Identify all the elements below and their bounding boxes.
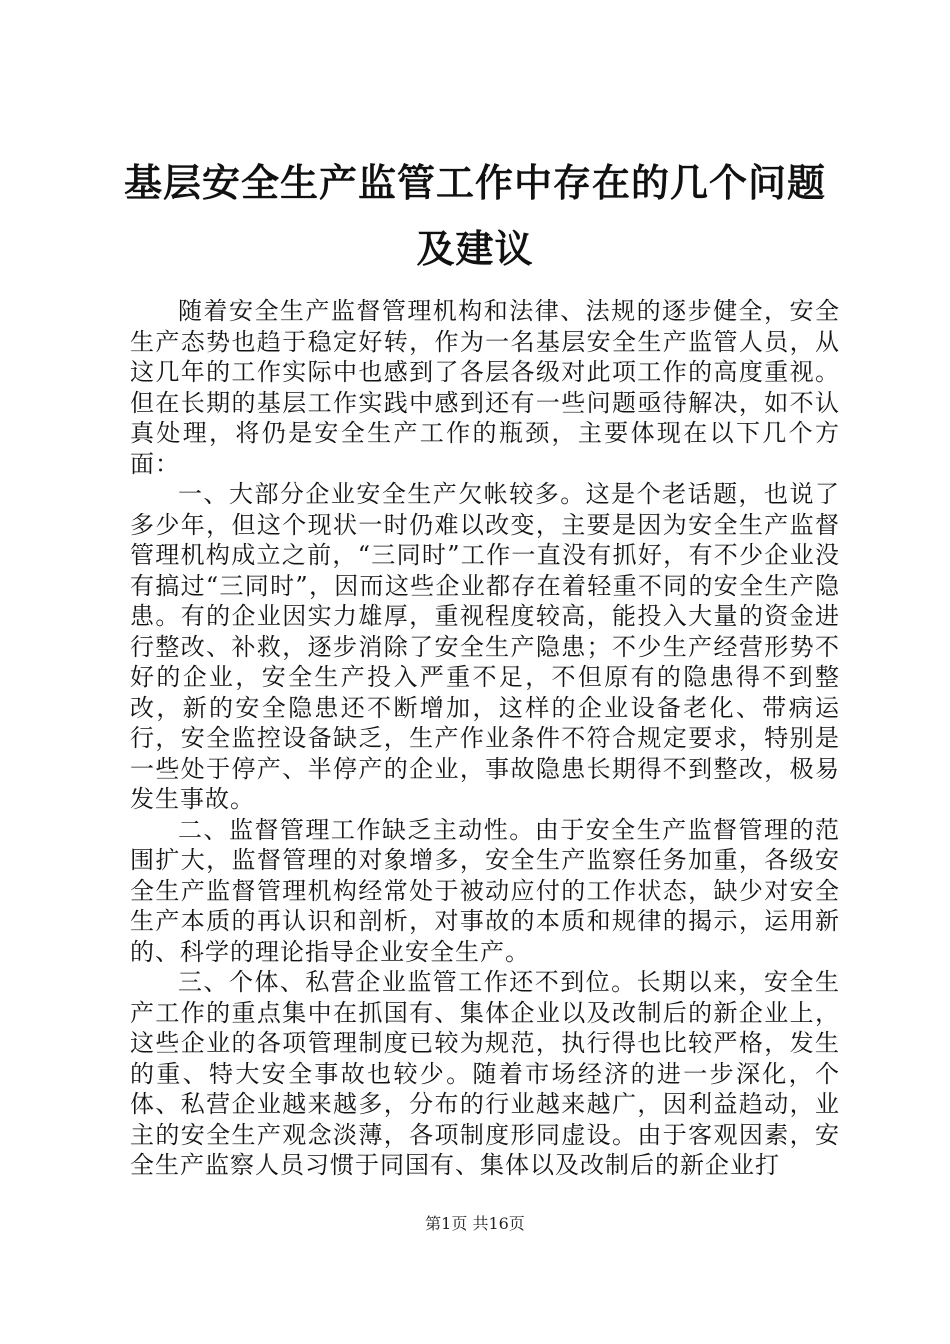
section-two-paragraph: 二、监督管理工作缺乏主动性。由于安全生产监督管理的范围扩大，监督管理的对象增多，安全生产监察任务加重，各级安全生产监督管理机构经常处于被动应付的工作状态，缺少对安全生产本质的再认识和剖析，对事故的本质和规律的揭示，运用新的、科学的理论指导企业安全生产。 [130,815,840,966]
document-body [130,296,840,1181]
section-one-paragraph: 一、大部分企业安全生产欠帐较多。这是个老话题，也说了多少年，但这个现状一时仍难以改变，主要是因为安全生产监督管理机构成立之前，“三同时”工作一直没有抓好，有不少企业没有搞过“三同时”，因而这些企业都存在着轻重不同的安全生产隐患。有的企业因实力雄厚，重视程度较高，能投入大量的资金进行整改、补救，逐步消除了安全生产隐患；不少生产经营形势不好的企业，安全生产投入严重不足，不但原有的隐患得不到整改，新的安全隐患还不断增加，这样的企业设备老化、带病运行，安全监控设备缺乏，生产作业条件不符合规定要求，特别是一些处于停产、半停产的企业，事故隐患长期得不到整改，极易发生事故。 [130,480,840,813]
document-title: 基层安全生产监管工作中存在的几个问题及建议 [123,161,826,271]
section-three-paragraph: 三、个体、私营企业监管工作还不到位。长期以来，安全生产工作的重点集中在抓国有、集体企业以及改制后的新企业上，这些企业的各项管理制度已较为规范，执行得也比较严格，发生的重、特大安全事故也较少。随着市场经济的进一步深化，个体、私营企业越来越多，分布的行业越来越广，因利益趋动，业主的安全生产观念淡薄，各项制度形同虚设。由于客观因素，安全生产监察人员习惯于同国有、集体以及改制后的新企业打 [130,968,840,1179]
page-number-footer: 第1页 共16页 [425,1214,525,1233]
intro-paragraph: 随着安全生产监督管理机构和法律、法规的逐步健全，安全生产态势也趋于稳定好转，作为一名基层安全生产监管人员，从这几年的工作实际中也感到了各层各级对此项工作的高度重视。但在长期的基层工作实践中感到还有一些问题亟待解决，如不认真处理，将仍是安全生产工作的瓶颈，主要体现在以下几个方面： [130,297,840,478]
